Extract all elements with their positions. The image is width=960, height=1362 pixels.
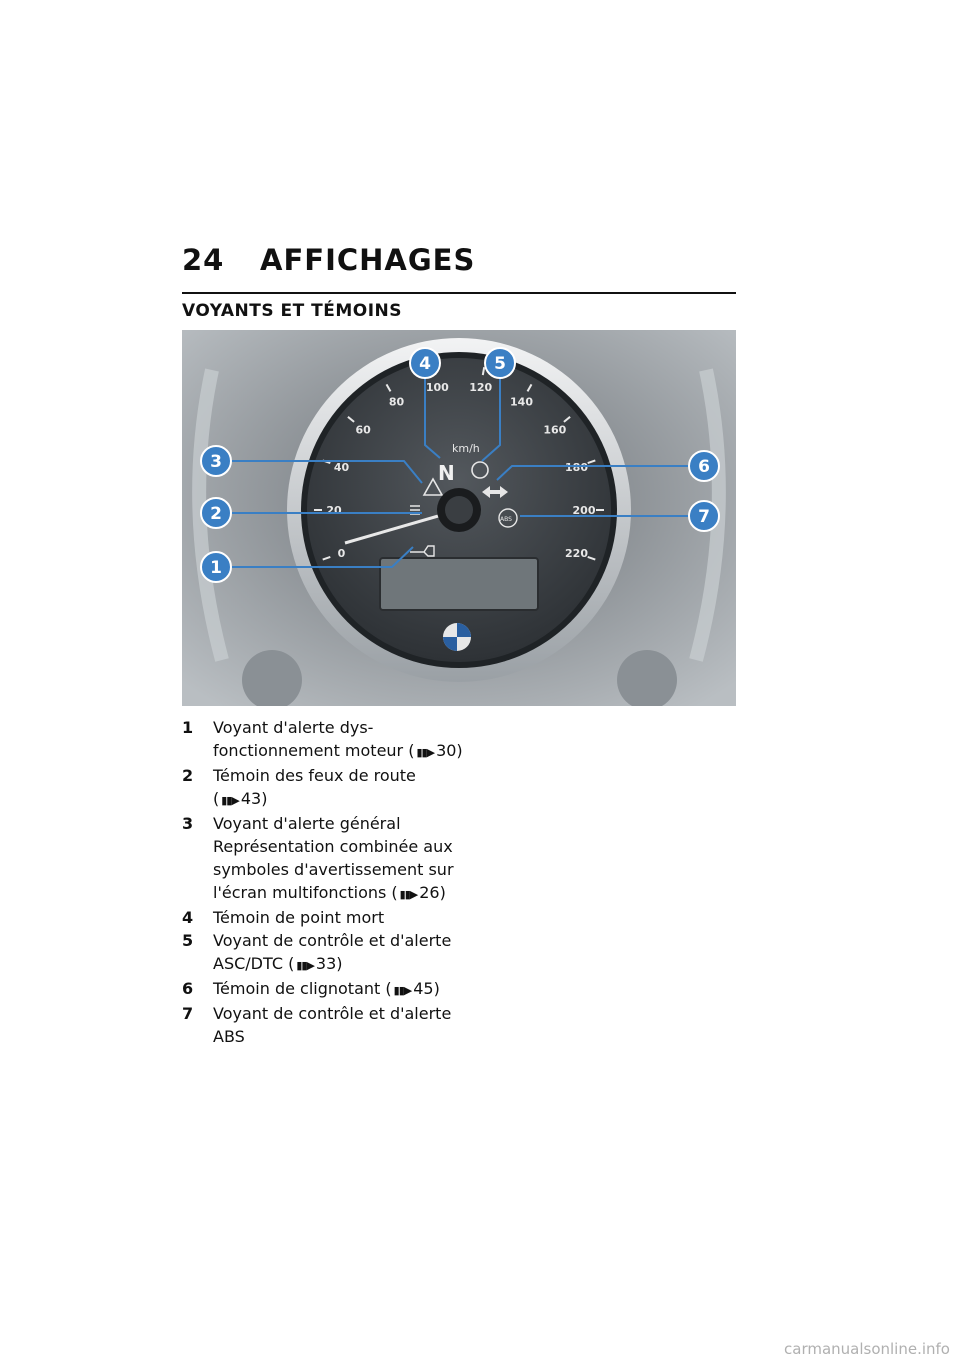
page-reference[interactable]: ( ▮▮▶ 26) bbox=[391, 883, 446, 902]
page-number: 24 bbox=[182, 243, 225, 277]
callout-number: 7 bbox=[698, 507, 710, 527]
callout-number: 2 bbox=[210, 504, 222, 524]
legend-number: 4 bbox=[182, 908, 194, 927]
scale-label: 80 bbox=[388, 395, 405, 409]
legend-item bbox=[182, 977, 472, 1002]
legend-number: 5 bbox=[182, 931, 194, 950]
legend-list bbox=[182, 716, 472, 1048]
scale-tick bbox=[483, 367, 484, 375]
section-subtitle: VOYANTS ET TÉMOINS bbox=[182, 301, 403, 321]
scale-label: 140 bbox=[510, 395, 533, 409]
legend-item bbox=[182, 716, 472, 764]
reference-arrow-icon: ▮▮▶ bbox=[399, 888, 418, 901]
multifunction-display bbox=[380, 558, 538, 610]
page-reference[interactable]: ( ▮▮▶ 33) bbox=[288, 954, 343, 973]
callout-number: 1 bbox=[210, 558, 222, 578]
scale-label: 60 bbox=[355, 423, 371, 437]
legend-item bbox=[182, 1002, 472, 1048]
callout-number: 3 bbox=[210, 452, 222, 472]
legend-number: 1 bbox=[182, 718, 194, 737]
legend-number: 6 bbox=[182, 979, 194, 998]
legend-text: Témoin de clignotant ( ▮▮▶ 45) bbox=[213, 979, 440, 998]
scale-label: 200 bbox=[572, 504, 596, 517]
scale-label: 100 bbox=[425, 380, 449, 394]
callout-number: 5 bbox=[494, 354, 506, 374]
reference-arrow-icon: ▮▮▶ bbox=[221, 794, 239, 807]
reference-arrow-icon: ▮▮▶ bbox=[416, 746, 435, 759]
abs-label: ABS bbox=[500, 516, 512, 523]
legend-number: 3 bbox=[182, 814, 194, 833]
scale-label: 220 bbox=[565, 546, 588, 560]
page-header bbox=[182, 243, 736, 277]
legend-item bbox=[182, 764, 472, 812]
watermark[interactable]: carmanualsonline.info bbox=[784, 1340, 950, 1358]
legend-text: Voyant d'alerte général Représentation combinée aux symboles d'avertissement sur l'écran multifonctions ( ▮▮▶ 26) bbox=[213, 814, 454, 902]
instrument-cluster-figure bbox=[182, 330, 736, 706]
page-reference[interactable]: ( ▮▮▶ 45) bbox=[385, 979, 440, 998]
instrument-cluster-illustration bbox=[182, 330, 736, 706]
scale-label: 20 bbox=[326, 504, 342, 517]
scale-label: 180 bbox=[565, 461, 588, 475]
legend-item bbox=[182, 929, 472, 977]
page-reference[interactable]: ( ▮▮▶ 30) bbox=[408, 741, 463, 760]
scale-label: 0 bbox=[337, 546, 346, 560]
legend-text: Voyant de contrôle et d'alerte ABS bbox=[213, 1004, 452, 1046]
legend-item bbox=[182, 812, 472, 906]
legend-number: 2 bbox=[182, 766, 194, 785]
reference-arrow-icon: ▮▮▶ bbox=[393, 984, 412, 997]
legend-item bbox=[182, 906, 472, 929]
scale-label: 160 bbox=[543, 423, 567, 437]
legend-text: Témoin des feux de route ( ▮▮▶ 43) bbox=[213, 766, 416, 808]
legend-number: 7 bbox=[182, 1004, 194, 1023]
callout-number: 6 bbox=[698, 457, 710, 477]
section-title: AFFICHAGES bbox=[260, 243, 476, 277]
legend-text: Témoin de point mort bbox=[213, 908, 385, 927]
scale-label: 40 bbox=[333, 461, 350, 475]
neutral-indicator: N bbox=[438, 461, 455, 485]
page-reference[interactable]: ( ▮▮▶ 43) bbox=[213, 789, 268, 808]
reference-arrow-icon: ▮▮▶ bbox=[296, 959, 314, 972]
callout-number: 4 bbox=[419, 354, 431, 374]
legend-text: Voyant de contrôle et d'alerte ASC/DTC ( ▮▮▶ 33) bbox=[213, 931, 452, 973]
scale-label: 120 bbox=[469, 380, 493, 394]
legend-text: Voyant d'alerte dysfonctionnement moteur ( ▮▮▶ 30) bbox=[213, 718, 463, 760]
speed-unit: km/h bbox=[452, 442, 480, 455]
header-rule bbox=[182, 292, 736, 294]
